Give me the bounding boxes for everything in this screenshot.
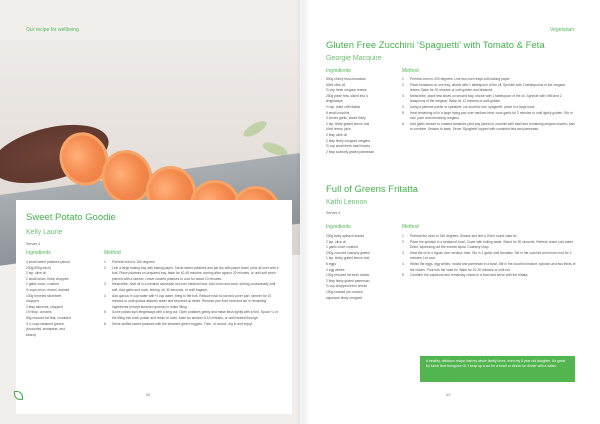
- ingredient-item: 60ml lemon juice: [326, 127, 351, 132]
- tip-box: A healthy, delicious recipe that my whole family loves, even my 8 year old daughter. It's great for lunch time being low GI. I wrap up a cut for a lunch or dinner for dinner with a salad.: [420, 356, 575, 382]
- method-step: 6 Add garlic mixture to roasted tomatoes (and any juices) to zucchini with basil and remaining oregano leaves; toss to combine. Season to taste. Serve ‘Spaghetti’ topped with crumbled feta and parmesan.: [402, 121, 575, 132]
- recipe-card: [16, 200, 292, 414]
- ingredient-item: 6 small zucchini: [326, 110, 350, 115]
- leaf-icon: [14, 391, 23, 400]
- method-heading: Method: [402, 224, 419, 230]
- method-list: [104, 260, 282, 327]
- ingredient-item: 3 ¼ cups steamed greens: [26, 321, 64, 326]
- ingredient-item: 2 tbsp coarsely grated parmesan: [326, 149, 375, 154]
- ingredient-item: 800g cherry truss tomatoes: [326, 77, 366, 81]
- ingredients-list: [326, 234, 398, 301]
- recipe-title: Sweet Potato Goodie: [26, 212, 116, 223]
- method-step: 5 Combine the capsicum and remaining chives in a bowl and serve with the frittata.: [402, 273, 529, 278]
- method-step: 4 Whisk the eggs, egg whites, ricotta and parmesan in a bowl. Stir in the zucchini mixture, spinach and two thirds of the chives. Pour into the cake tin. Bake for 20-30 minutes or until set.: [402, 261, 576, 272]
- ingredients-heading: Ingredients: [326, 68, 351, 74]
- ingredients-heading: Ingredients: [326, 224, 351, 230]
- ingredient-item: capsicum finely chopped: [326, 295, 363, 300]
- recipe-title: Full of Greens Fritatta: [326, 184, 418, 195]
- ingredient-item: 2 tsp. olive oil: [326, 239, 346, 244]
- method-step: 2 Line a large baking tray with baking paper. Scrub sweet potatoes and pat dry with paper towel, prick all over with a fork. Place potatoes on prepared tray, bake for 40-45 minutes, turning after approx 20 minutes, or until soft when pierced with a skewer. Leave cooked potatoes to cool for about 10 minutes.: [104, 265, 279, 281]
- ingredient-item: 2 tbsp finely chopped oregano: [326, 138, 371, 143]
- ingredient-item: 1½ tbsp. currants: [26, 310, 52, 315]
- method-step: 4 Using a julienne peeler or spiralizer, cut zucchini into ‘spaghetti’; place in a large bowl.: [402, 104, 536, 109]
- method-heading: Method: [104, 250, 121, 256]
- recipe-author: Georgie Macquire: [326, 55, 382, 62]
- ingredient-item: 4 small sweet potatoes (about: [26, 260, 70, 264]
- ingredient-item: 1 garlic clove crushed: [326, 245, 358, 250]
- ingredients-heading: Ingredients: [26, 250, 51, 256]
- ingredient-item: 100g roasted pre-cooked: [326, 289, 363, 294]
- ingredient-item: 2 tbsp almonds, chopped: [26, 304, 63, 309]
- section-header: Vegetarian: [550, 27, 574, 33]
- ingredient-item: beans): [26, 332, 37, 337]
- method-step: 1 Preheat oven to 200 degrees. Line two oven trays with baking paper.: [402, 77, 511, 81]
- ingredient-item: 1 small onion, finely chopped: [26, 276, 69, 281]
- method-heading: Method: [402, 68, 419, 74]
- spine-shadow: [296, 0, 310, 424]
- ingredient-item: 3 cloves garlic, sliced thinly: [326, 116, 366, 121]
- ingredient-item: 100g trimmed silverbeet,: [26, 293, 63, 298]
- ingredient-item: ½ cup small fresh basil leaves: [326, 144, 370, 149]
- ingredient-item: 1 garlic clove, crushed: [26, 282, 59, 287]
- method-step: 2 Place tomatoes on one tray, drizzle with 1 tablespoon of the oil. Sprinkle with 2 tablespoons of the oregano leaves. Bake for 20 minutes or until golden and blistered.: [402, 82, 566, 93]
- recipe-serves: Serves 4: [26, 242, 41, 246]
- method-step: 4 Add quinoa ½ cup water with ½ cup water, bring to the boil. Reduce heat to low and cover pan; simmer for 10 minutes or until quinoa absorbs water and becomes al dente. Remove pan from heat and stir in remaining ingredients (except steamed greens) to make filling.: [104, 293, 272, 309]
- ingredients-list: [26, 260, 98, 338]
- ingredient-item: ½ cup chopped fresh chives: [326, 284, 368, 289]
- ingredient-item: ½ tsp. dried chilli flakes: [326, 104, 361, 109]
- method-step: 3 Meanwhile, place feta slices on second tray, drizzle with 1 tablespoon of the oil. Sprinkle with chilli and 2 teaspoons of the oregano. Bake for 12 minutes or until golden.: [402, 93, 562, 104]
- method-step: 3 Heat the oil in a frypan over medium heat. Stir in 1 garlic until aromatic. Stir in the zucchini and lemon rind for 2 minutes. Let cool.: [402, 250, 572, 261]
- ingredient-item: 6 eggs: [326, 261, 336, 266]
- ingredient-item: 200g piece feta, sliced into 4: [326, 93, 368, 98]
- method-list: [402, 234, 576, 279]
- section-header: Our recipe for wellbeing: [26, 27, 79, 33]
- ingredient-item: 4 egg whites: [326, 267, 345, 272]
- method-step: 1 Preheat the oven to 180 degrees. Grease and line a 20cm round cake tin.: [402, 234, 518, 238]
- method-list: [402, 77, 576, 133]
- ingredient-item: 2 tsp. finely grated lemon rind: [326, 121, 370, 126]
- recipe-serves: Serves 4: [326, 211, 341, 215]
- recipe-author: Kelly Laurie: [26, 229, 63, 236]
- ingredient-item: 2 tbsp finely grated parmesan: [326, 278, 370, 283]
- recipe-title: Gluten Free Zucchini ‘Spaguetti’ with Tomato & Feta: [326, 40, 545, 51]
- method-step: 5 Score potato tops lengthways with a long cut. Open potatoes gently and mash flesh lightly with a fork. Spoon ¼ of the filling into each potato and return to oven; bake for another 5-10 minutes, or until heated through.: [104, 310, 278, 320]
- ingredient-item: ½ cups onion, rinsed, drained: [26, 287, 70, 292]
- method-step: 5 Heat remaining oil in a large frying pan over medium heat; cook garlic for 2 minutes or until lightly golden. Stir in rind, juice and remaining oregano.: [402, 110, 573, 121]
- ingredients-list: [326, 77, 398, 155]
- ingredient-item: 2 tsp. olive oil: [26, 271, 46, 276]
- page-number: 66: [146, 392, 151, 397]
- page-number: 69: [446, 392, 451, 397]
- method-step: 6 Serve stuffed sweet potatoes with the steamed green veggies. Then, of course, dig in and enjoy!: [104, 321, 253, 326]
- ingredient-item: (broccolini, snowpeas, and: [26, 327, 66, 332]
- ingredient-item: lengthways: [326, 99, 343, 104]
- method-step: 2 Place the spinach in a heatproof bowl. Cover with boiling water. Stand for 30 seconds. Refresh under cold water. Drain, squeezing out the excess liquid. Coarsely chop.: [402, 239, 574, 250]
- method-step: 3 Meanwhile, heat oil in a medium saucepan set over medium heat. Add onion and cook, stirring occasionally until soft. Add garlic and cook, stirring, for 30 seconds, or until fragrant.: [104, 282, 276, 292]
- ingredient-item: 60ml olive oil: [326, 82, 346, 87]
- ingredient-item: 200g baby spinach leaves: [326, 234, 365, 238]
- ingredient-item: 80g reduced fat feta, crumbled: [26, 315, 71, 320]
- ingredient-item: 200g/300g each): [26, 265, 51, 270]
- recipe-author: Kathi Lennon: [326, 199, 368, 206]
- method-step: 1 Preheat oven to 180 degrees.: [104, 260, 156, 264]
- ingredient-item: 1 tsp. finely grated lemon rind: [326, 256, 370, 261]
- ingredient-item: ½ cup fresh oregano leaves: [326, 88, 367, 93]
- ingredient-item: 100g reduced fat fresh ricotta: [326, 273, 369, 278]
- ingredient-item: 200g zucchini coarsely grated: [326, 250, 370, 255]
- right-page: [300, 0, 600, 424]
- ingredient-item: chopped: [26, 299, 39, 304]
- ingredient-item: 2 tbsp olive oil: [326, 132, 347, 137]
